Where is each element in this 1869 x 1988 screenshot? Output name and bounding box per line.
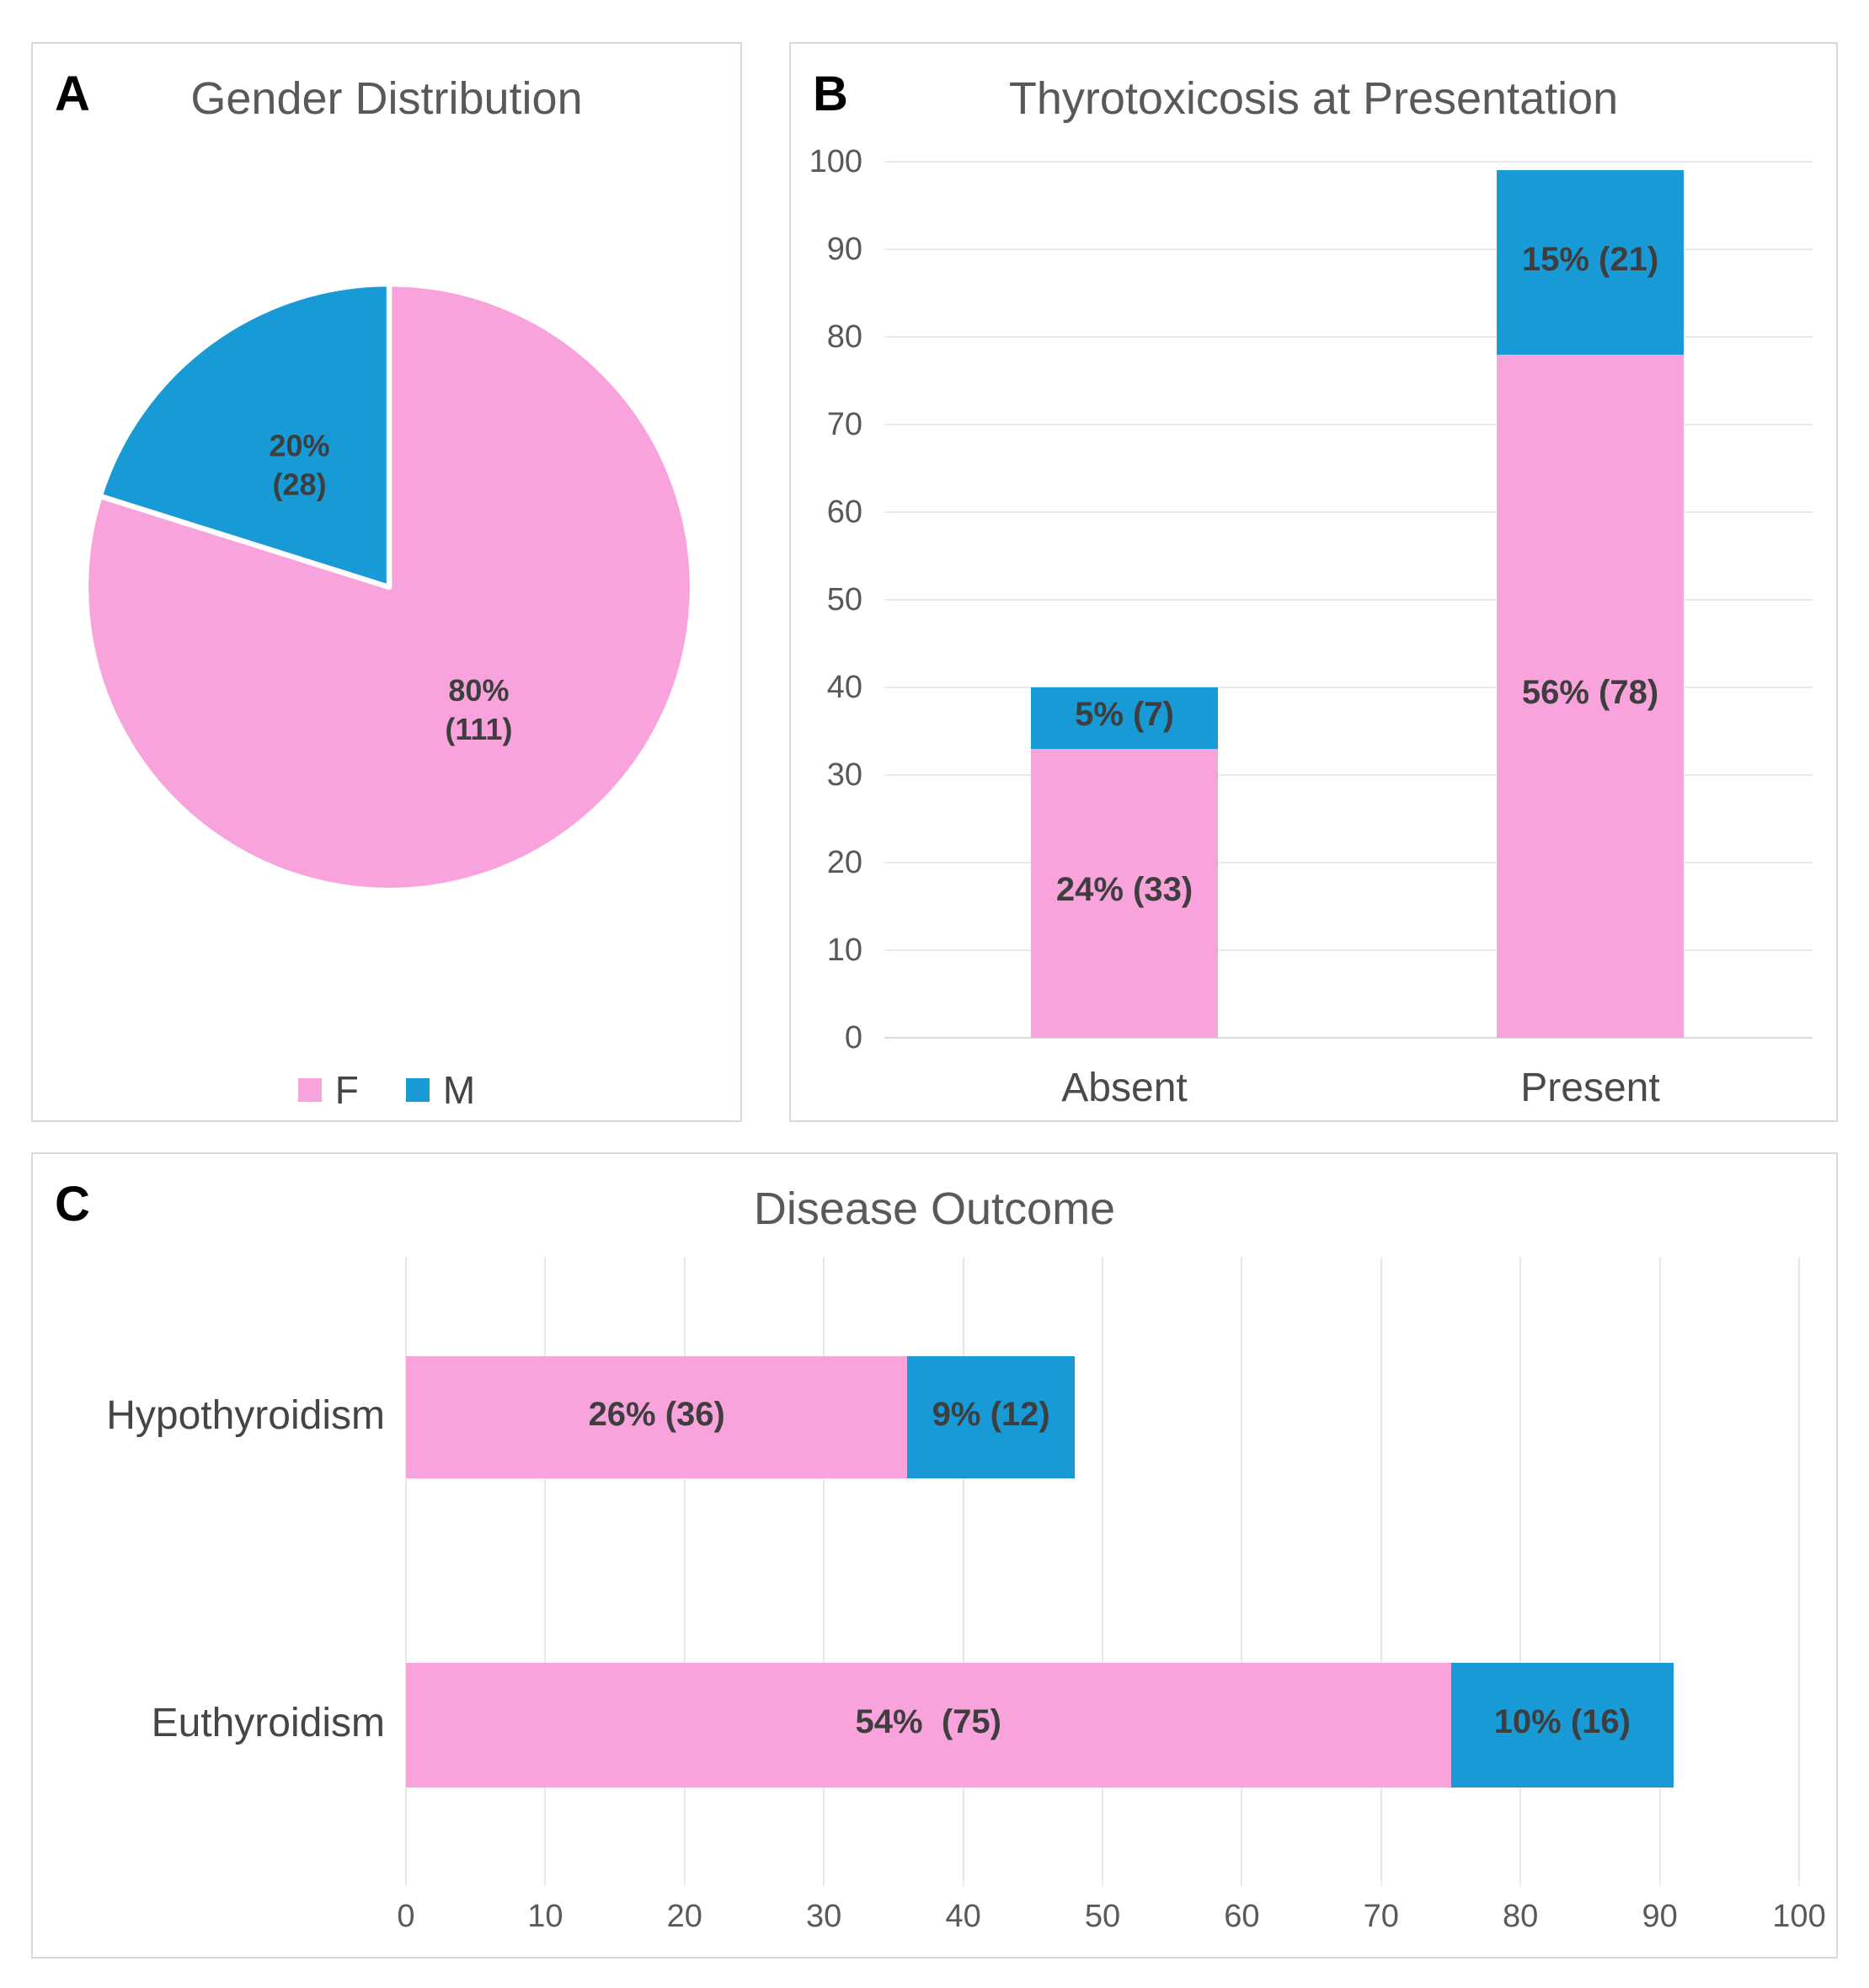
panel-letter-a: A <box>55 67 90 121</box>
y-axis-tick-label: 60 <box>826 494 862 530</box>
y-axis-tick-label: 70 <box>826 407 862 442</box>
y-axis-tick-label: 30 <box>826 757 862 793</box>
legend-swatch-f <box>298 1078 322 1102</box>
x-axis-tick-label: 20 <box>666 1899 702 1934</box>
panel-disease-outcome <box>31 1152 1838 1959</box>
y-axis-tick-label: 20 <box>826 845 862 880</box>
panel-thyrotoxicosis <box>789 42 1838 1122</box>
gridline <box>1519 1257 1521 1886</box>
panel-letter-c: C <box>55 1177 90 1232</box>
gridline <box>823 1257 825 1886</box>
x-axis-tick-label: 50 <box>1084 1899 1121 1934</box>
y-axis-tick-label: 0 <box>844 1020 862 1055</box>
gridline <box>684 1257 686 1886</box>
y-axis-tick-label: 90 <box>826 232 862 267</box>
y-axis-tick-label: 100 <box>809 144 862 179</box>
gridline <box>1241 1257 1242 1886</box>
gridline <box>1380 1257 1382 1886</box>
x-axis-tick-label: 80 <box>1503 1899 1539 1934</box>
gender-legend <box>33 1067 740 1113</box>
legend-label: M <box>442 1068 476 1112</box>
legend-item <box>298 1067 359 1113</box>
bar-segment-label: 56% (78) <box>1521 674 1659 712</box>
pie-slice-label: (28) <box>272 467 327 502</box>
y-axis-tick-label: 50 <box>826 582 862 617</box>
gridline <box>1659 1257 1661 1886</box>
x-axis-tick-label: 30 <box>806 1899 842 1934</box>
x-axis-tick-label: 40 <box>945 1899 981 1934</box>
x-axis-tick-label: 100 <box>1772 1899 1826 1934</box>
x-axis-tick-label: 0 <box>397 1899 415 1934</box>
bar-segment-label: 15% (21) <box>1521 240 1659 278</box>
x-axis-tick-label: 60 <box>1224 1899 1260 1934</box>
gender-distribution-title: Gender Distribution <box>190 73 583 124</box>
gridline <box>1102 1257 1103 1886</box>
bar-segment-label: 5% (7) <box>1075 696 1174 734</box>
y-axis-category-label: Euthyroidism <box>151 1701 385 1745</box>
gridline <box>1798 1257 1800 1886</box>
x-axis-tick-label: 10 <box>527 1899 563 1934</box>
thyrotoxicosis-title: Thyrotoxicosis at Presentation <box>1008 73 1619 124</box>
bar-segment-label: 26% (36) <box>588 1395 725 1433</box>
pie-slice-label: 20% <box>269 428 330 463</box>
legend-swatch-m <box>406 1078 430 1102</box>
legend-label: F <box>334 1068 359 1112</box>
pie-slice-label: (111) <box>445 711 513 746</box>
y-axis-tick-label: 80 <box>826 319 862 355</box>
panel-letter-b: B <box>813 67 848 121</box>
gridline <box>963 1257 964 1886</box>
y-axis-tick-label: 10 <box>826 933 862 968</box>
gridline <box>544 1257 546 1886</box>
bar-segment-label: 9% (12) <box>932 1395 1050 1433</box>
gender-pie-chart <box>52 250 726 924</box>
y-axis-tick-label: 40 <box>826 670 862 705</box>
x-axis-tick-label: 90 <box>1642 1899 1678 1934</box>
disease-outcome-title: Disease Outcome <box>753 1184 1116 1234</box>
x-axis-category-label: Present <box>1520 1066 1660 1110</box>
x-axis-category-label: Absent <box>1061 1066 1188 1110</box>
panel-gender-distribution <box>31 42 742 1122</box>
gridline <box>884 161 1813 163</box>
x-axis-tick-label: 70 <box>1363 1899 1399 1934</box>
legend-item <box>406 1067 475 1113</box>
y-axis-category-label: Hypothyroidism <box>106 1392 385 1438</box>
bar-segment-label: 54% (75) <box>855 1703 1001 1740</box>
gridline <box>405 1257 407 1886</box>
bar-segment-label: 24% (33) <box>1055 871 1193 909</box>
pie-slice-label: 80% <box>448 672 510 708</box>
bar-segment-label: 10% (16) <box>1493 1703 1631 1740</box>
